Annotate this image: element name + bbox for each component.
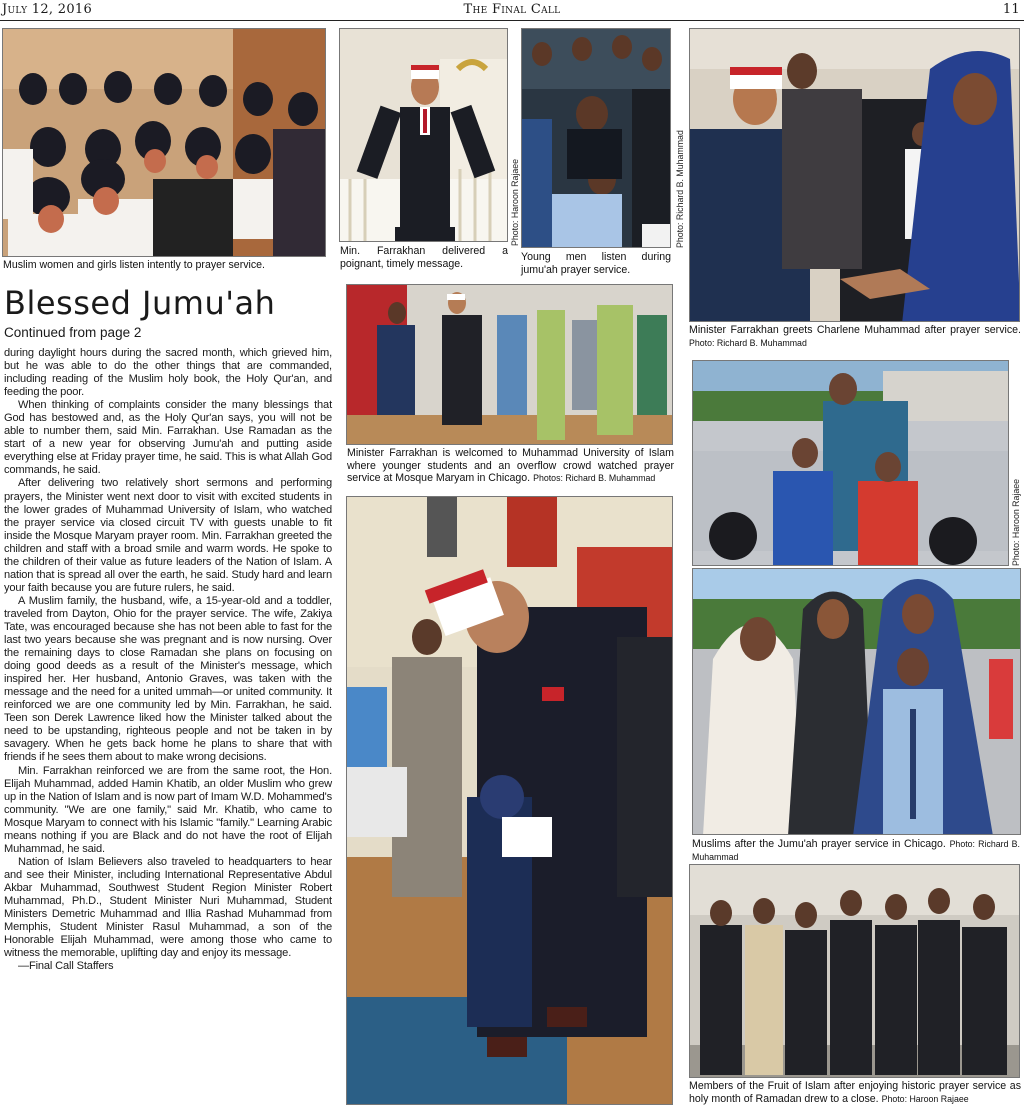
caption-greets-charlene: Minister Farrakhan greets Charlene Muhammad after prayer service. Photo: Richard B. Muhammad <box>689 324 1021 348</box>
credit-young-men: Photo: Richard B. Muhammad <box>675 130 685 248</box>
photo-farrakhan-podium <box>339 28 508 242</box>
article-paragraph: A Muslim family, the husband, wife, a 15-year-old and a toddler, traveled from Dayton, Ohio for the prayer service. The wife, Zakiya Tate, was encouraged because she has not been able to fast for the last two years because she was pregnant and is now nursing. Over the remaining days to close Ramadan she plans on focusing on doing good deeds as a result of the Minister's message, which inspired her. Her husband, Antonio Graves, was taken with the message and the need for a united ummah—or united community. It reinforced we are one community led by Min. Farrakhan, he said. Teen son Derek Lawrence liked how the Minister talked about the need to be upstanding, righteous people and not be taken in by savagery. When he gets back home he plans to share that with friends if he sees them about to make wrong decisions. <box>4 594 332 764</box>
photo-greets-charlene <box>689 28 1020 322</box>
header-rule <box>0 20 1024 21</box>
article-paragraph: When thinking of complaints consider the many blessings that God has bestowed and, as the Holy Qur'an says, you will not be able to number them, said Min. Farrakhan. Use Ramadan as the start of a new year for observing Jumu'ah and putting aside everything else at Friday prayer time, he said. This is what Allah God commands, he said. <box>4 399 332 477</box>
issue-date: July 12, 2016 <box>2 2 93 17</box>
article-paragraph: After delivering two relatively short sermons and performing prayers, the Minister went next door to visit with excited students in the lower grades of Muhammad University of Islam, who watched the prayer service via closed circuit TV with guests unable to fit inside the Mosque Maryam prayer room. Min. Farrakhan greeted the children and staff with a broad smile and warm words. He spoke to the children of their value as future leaders of the Nation of Islam. A nation that is spread all over the earth, he said. Study hard and learn your faith because you are future rulers, he said. <box>4 477 332 594</box>
caption-farrakhan-podium: Min. Farrakhan delivered a poignant, timely message. <box>340 245 508 270</box>
credit-family-chicago: Photo: Richard B. Muhammad <box>692 839 1020 862</box>
page-header <box>0 0 1024 20</box>
credit-fruit-of-islam: Photo: Haroon Rajaee <box>881 1093 969 1104</box>
credit-farrakhan-podium: Photo: Haroon Rajaee <box>510 158 520 246</box>
credit-greets-charlene: Photo: Richard B. Muhammad <box>689 337 807 348</box>
credit-parking-lot: Photo: Haroon Rajaee <box>1011 478 1021 566</box>
page-number: 11 <box>1002 2 1020 17</box>
photo-family-chicago <box>692 568 1021 835</box>
photo-parking-lot <box>692 360 1009 566</box>
caption-young-men: Young men listen during jumu'ah prayer service. <box>521 251 671 276</box>
photo-embrace-child <box>346 496 673 1105</box>
caption-fruit-of-islam: Members of the Fruit of Islam after enjoying historic prayer service as holy month of Ramadan drew to a close. Photo: Haroon Rajaee <box>689 1080 1021 1105</box>
publication-name: The Final Call <box>463 2 561 17</box>
photo-welcomed-university <box>346 284 673 445</box>
photo-fruit-of-islam <box>689 864 1020 1078</box>
photo-women-girls <box>2 28 326 257</box>
caption-family-chicago: Muslims after the Jumu'ah prayer service in Chicago. Photo: Richard B. Muhammad <box>692 838 1020 862</box>
article-headline: Blessed Jumu'ah <box>4 284 276 322</box>
credit-welcomed-university: Photos: Richard B. Muhammad <box>533 473 656 484</box>
article-paragraph: during daylight hours during the sacred month, which grieved him, but he was able to do the other things that are commanded, including reading of the Muslim holy book, the Holy Qur'an, and feeding the poor. <box>4 347 332 399</box>
article-body <box>4 347 332 973</box>
continued-from: Continued from page 2 <box>4 325 142 340</box>
article-paragraph: Nation of Islam Believers also traveled to headquarters to hear and see their Minister, including International Representative Abdul Akbar Muhammad, Southwest Student Region Minister Robert Muhammad, Ph.D., Student Minister Nuri Muhammad, Student Ministers Demetric Muhammad and Illia Rashad Muhammad from Memphis, Student Minister Rasul Muhammad, a son of the Honorable Elijah Muhammad, were among those who came to witness the memorable, uplifting day and enjoy its message. <box>4 855 332 960</box>
article-paragraph: Min. Farrakhan reinforced we are from the same root, the Hon. Elijah Muhammad, added Hamin Khatib, an older Muslim who grew up in the Nation of Islam and is now part of Imam W.D. Mohammed's community. "We are one family," said Mr. Khatib, who came to Mosque Maryam to connect with his Islamic "family." Learning Arabic means nothing if you are Black and do not have the root of Elijah Muhammad, he said. <box>4 764 332 855</box>
caption-welcomed-university: Minister Farrakhan is welcomed to Muhammad University of Islam where younger students and an overflow crowd watched prayer service at Mosque Maryam in Chicago. Photos: Richard B. Muhammad <box>347 447 674 485</box>
photo-young-men <box>521 28 671 248</box>
caption-women-girls: Muslim women and girls listen intently to prayer service. <box>3 259 265 271</box>
article-signoff: —Final Call Staffers <box>18 960 114 973</box>
